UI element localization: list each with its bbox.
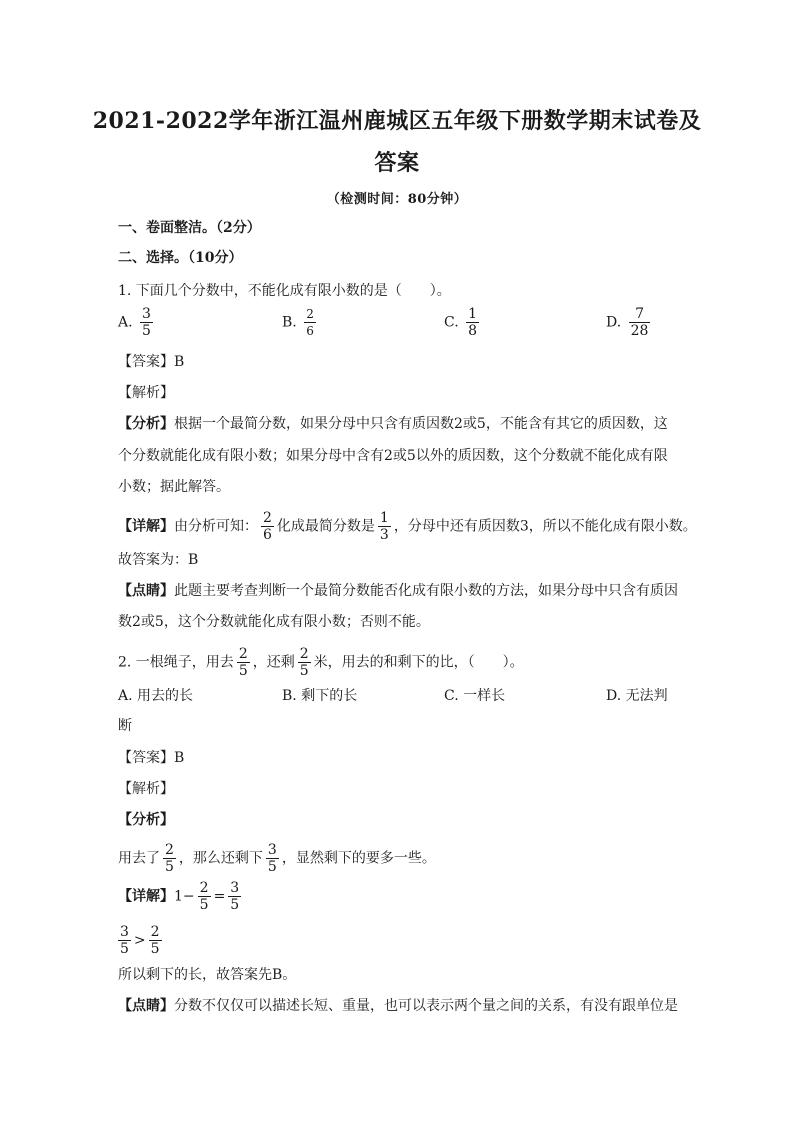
option-label: D. [606,314,622,331]
numerator: 2 [263,510,272,526]
page-title-cont: 答案 [374,150,420,176]
dianjing-text: 分数不仅仅可以描述长短、重量，也可以表示两个量之间的关系，有没有跟单位是 [174,998,678,1014]
denominator: 8 [468,323,478,339]
fraction [140,306,153,339]
fraction [266,842,279,875]
text: 1− [174,888,195,905]
q2-option-d: D. 无法判 [606,688,668,704]
denominator: 5 [230,897,240,913]
q2-option-b: B. 剩下的长 [282,688,358,704]
denominator: 5 [150,941,160,957]
numerator: 3 [142,306,151,322]
denominator: 5 [238,663,248,679]
q2-dianjing [118,996,678,1016]
dianjing-text: 此题主要考查判断一个最简分数能否化成有限小数的方法，如果分母中只含有质因 [174,583,678,599]
text: 化成最简分数是 [276,518,375,535]
denominator: 6 [263,527,272,543]
q1-answer: 【答案】B [118,354,185,370]
denominator: 5 [267,859,277,875]
q1-xiangjie [118,510,697,543]
numerator: 7 [629,306,651,323]
numerator: 2 [299,646,309,662]
dianjing-tag: 【点睛】 [118,583,174,599]
fraction [149,924,162,957]
q2-option-c: C. 一样长 [444,688,506,704]
numerator: 3 [267,842,277,858]
numerator: 2 [238,646,248,662]
fraction [304,306,316,339]
fenxi-tag: 【分析】 [118,416,174,432]
text: 米，用去的和剩下的比，（ ）。 [313,654,524,671]
text: 由分析可知： [174,518,258,535]
denominator: 5 [165,859,174,875]
fraction [298,646,311,679]
option-label: A. [118,314,133,331]
section-1-heading: 一、卷面整洁。（2分） [118,220,261,236]
equals-sign: = [213,888,226,905]
text: 2. 一根绳子，用去 [118,654,234,671]
option-label: C. [444,314,459,331]
numerator: 3 [230,880,240,896]
fraction [378,510,391,543]
xiangjie-tag: 【详解】 [118,888,174,905]
fenxi-text: 根据一个最简分数，如果分母中只含有质因数2或5，不能含有其它的质因数，这 [174,416,668,432]
q1-option-c [444,306,482,339]
text: ，分母中还有质因数3，所以不能化成有限小数。 [393,518,697,535]
denominator: 28 [630,323,649,339]
numerator: 1 [379,510,389,526]
numerator: 1 [468,306,478,322]
denominator: 6 [306,324,314,338]
denominator: 5 [299,663,309,679]
text: 用去了 [118,850,160,867]
q2-option-d-wrap: 断 [118,718,132,734]
q1-option-b [282,306,319,339]
q1-fenxi-line3: 小数；据此解答。 [118,479,230,495]
numerator: 2 [306,307,314,321]
xiangjie-tag: 【详解】 [118,518,174,535]
q1-conclusion: 故答案为：B [118,552,199,568]
q2-stem [118,646,524,679]
denominator: 5 [120,941,129,957]
fraction [466,306,479,339]
denominator: 5 [199,897,209,913]
q1-analysis-tag: 【解析】 [118,385,174,401]
q2-fenxi [118,842,436,875]
numerator: 2 [150,924,160,940]
fraction [237,646,250,679]
q1-fenxi-line2: 个分数就能化成有限小数；如果分母中含有2或5以外的质因数，这个分数就不能化成有限 [118,448,668,464]
denominator: 3 [379,527,389,543]
fraction [118,924,131,957]
numerator: 2 [199,880,209,896]
q2-fenxi-tag: 【分析】 [118,812,174,828]
q1-option-d [606,306,653,339]
numerator: 2 [165,842,174,858]
q1-dianjing-line2: 数2或5，这个分数就能化成有限小数；否则不能。 [118,614,430,630]
text: ，显然剩下的要多一些。 [281,850,436,867]
q2-comparison [118,924,165,957]
q2-xiangjie [118,880,244,913]
numerator: 3 [120,924,129,940]
fraction [261,510,274,543]
q2-analysis-tag: 【解析】 [118,781,174,797]
greater-than-sign: > [133,932,146,949]
q2-option-a: A. 用去的长 [118,688,194,704]
denominator: 5 [142,323,151,339]
q1-dianjing-line1 [118,581,678,601]
page-title: 2021-2022学年浙江温州鹿城区五年级下册数学期末试卷及 [92,108,702,134]
text: ，还剩 [252,654,295,671]
q2-answer: 【答案】B [118,750,185,766]
exam-duration: （检测时间：80分钟） [326,192,468,207]
fraction [198,880,211,913]
option-label: B. [282,314,297,331]
q1-stem: 1. 下面几个分数中，不能化成有限小数的是（ ）。 [118,283,451,299]
q1-fenxi-line1 [118,414,668,434]
fraction [163,842,176,875]
section-2-heading: 二、选择。（10分） [118,250,243,266]
q1-option-a [118,306,156,339]
text: ，那么还剩下 [178,850,263,867]
dianjing-tag: 【点睛】 [118,998,174,1014]
fraction [629,306,651,339]
q2-conclusion: 所以剩下的长，故答案先B。 [118,967,297,983]
fraction [228,880,241,913]
